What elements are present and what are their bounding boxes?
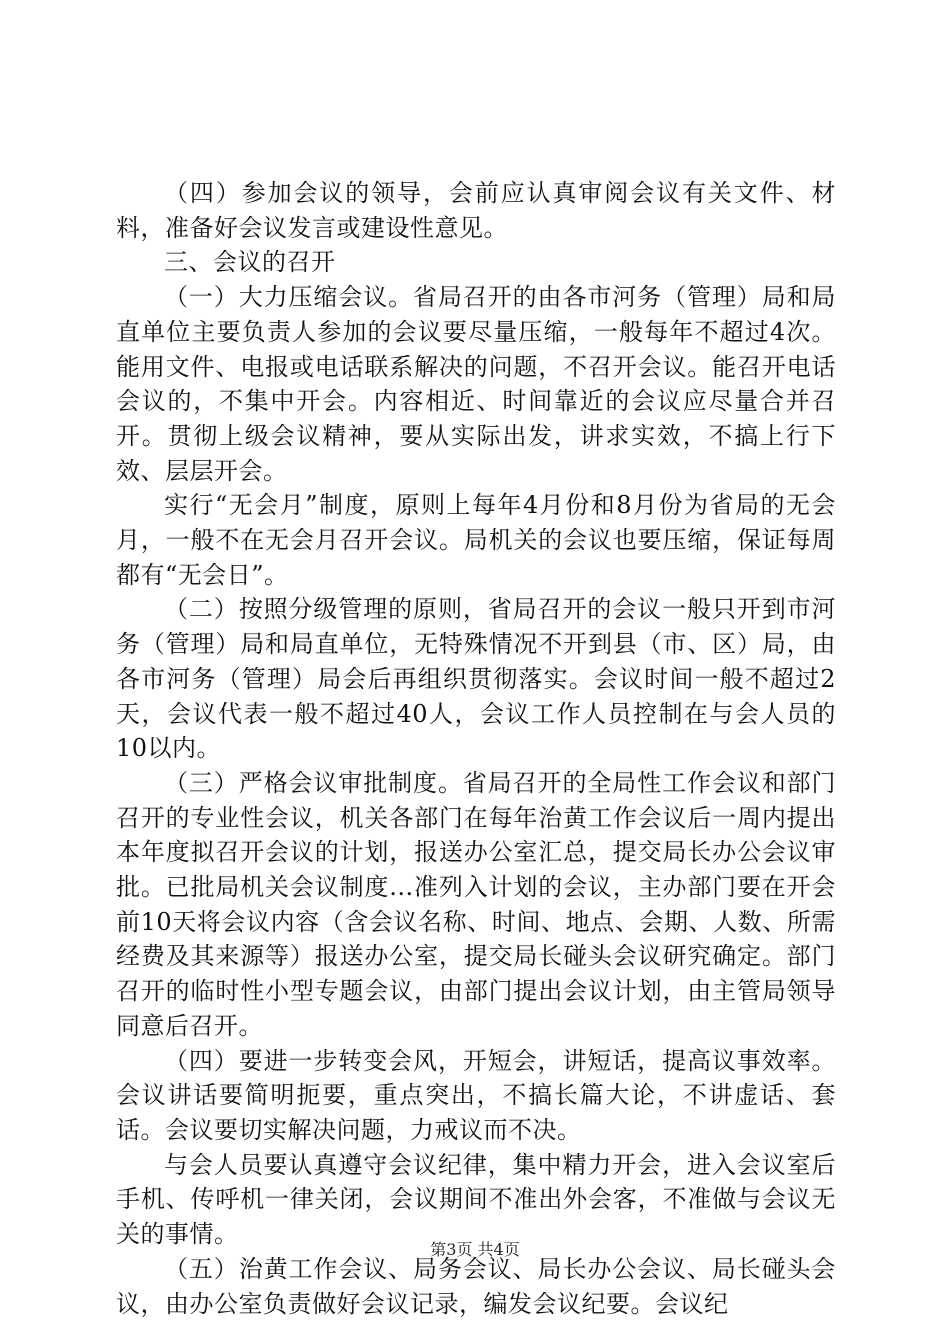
paragraph-meeting-discipline: 与会人员要认真遵守会议纪律，集中精力开会，进入会议室后手机、传呼机一律关闭，会议期间不准出外会客，不准做与会议无关的事情。 (116, 1150, 836, 1249)
section-heading-meeting-convening: 三、会议的召开 (164, 248, 336, 277)
paragraph-approval-system: （三）严格会议审批制度。省局召开的全局性工作会议和部门召开的专业性会议，机关各部门在每年治黄工作会议后一周内提出本年度拟召开会议的计划，报送办公室汇总，提交局长办公会议审批。已批局机关会议制度...准列入计划的会议，主办部门要在开会前10天将会议内容（含会议名称、时间、地点、会期、人数、所需经费及其来源等）报送办公室，提交局长碰头会议研究确定。部门召开的临时性小型专题会议，由部门提出会议计划，由主管局领导同意后召开。 (116, 768, 836, 1040)
page-footer: 第3页 共4页 (430, 1240, 520, 1259)
paragraph-meeting-minutes: （五）治黄工作会议、局务会议、局长办公会议、局长碰头会议，由办公室负责做好会议记录，编发会议纪要。会议纪 (116, 1254, 836, 1318)
paragraph-tiered-management: （二）按照分级管理的原则，省局召开的会议一般只开到市河务（管理）局和局直单位，无特殊情况不开到县（市、区）局，由各市河务（管理）局会后再组织贯彻落实。会议时间一般不超过2天，会议代表一般不超过40人，会议工作人员控制在与会人员的10以内。 (116, 595, 836, 763)
paragraph-leaders-preparation: （四）参加会议的领导，会前应认真审阅会议有关文件、材料，准备好会议发言或建设性意见。 (116, 179, 836, 242)
paragraph-no-meeting-month: 实行“无会月”制度，原则上每年4月份和8月份为省局的无会月，一般不在无会月召开会议。局机关的会议也要压缩，保证每周都有“无会日”。 (116, 491, 836, 589)
paragraph-meeting-style: （四）要进一步转变会风，开短会，讲短话，提高议事效率。会议讲话要简明扼要，重点突出，不搞长篇大论，不讲虚话、套话。会议要切实解决问题，力戒议而不决。 (116, 1046, 836, 1144)
paragraph-compress-meetings: （一）大力压缩会议。省局召开的由各市河务（管理）局和局直单位主要负责人参加的会议要尽量压缩，一般每年不超过4次。能用文件、电报或电话联系解决的问题，不召开会议。能召开电话会议的，不集中开会。内容相近、时间靠近的会议应尽量合并召开。贯彻上级会议精神，要从实际出发，讲求实效，不搞上行下效、层层开会。 (116, 283, 836, 485)
document-body (116, 176, 836, 1321)
